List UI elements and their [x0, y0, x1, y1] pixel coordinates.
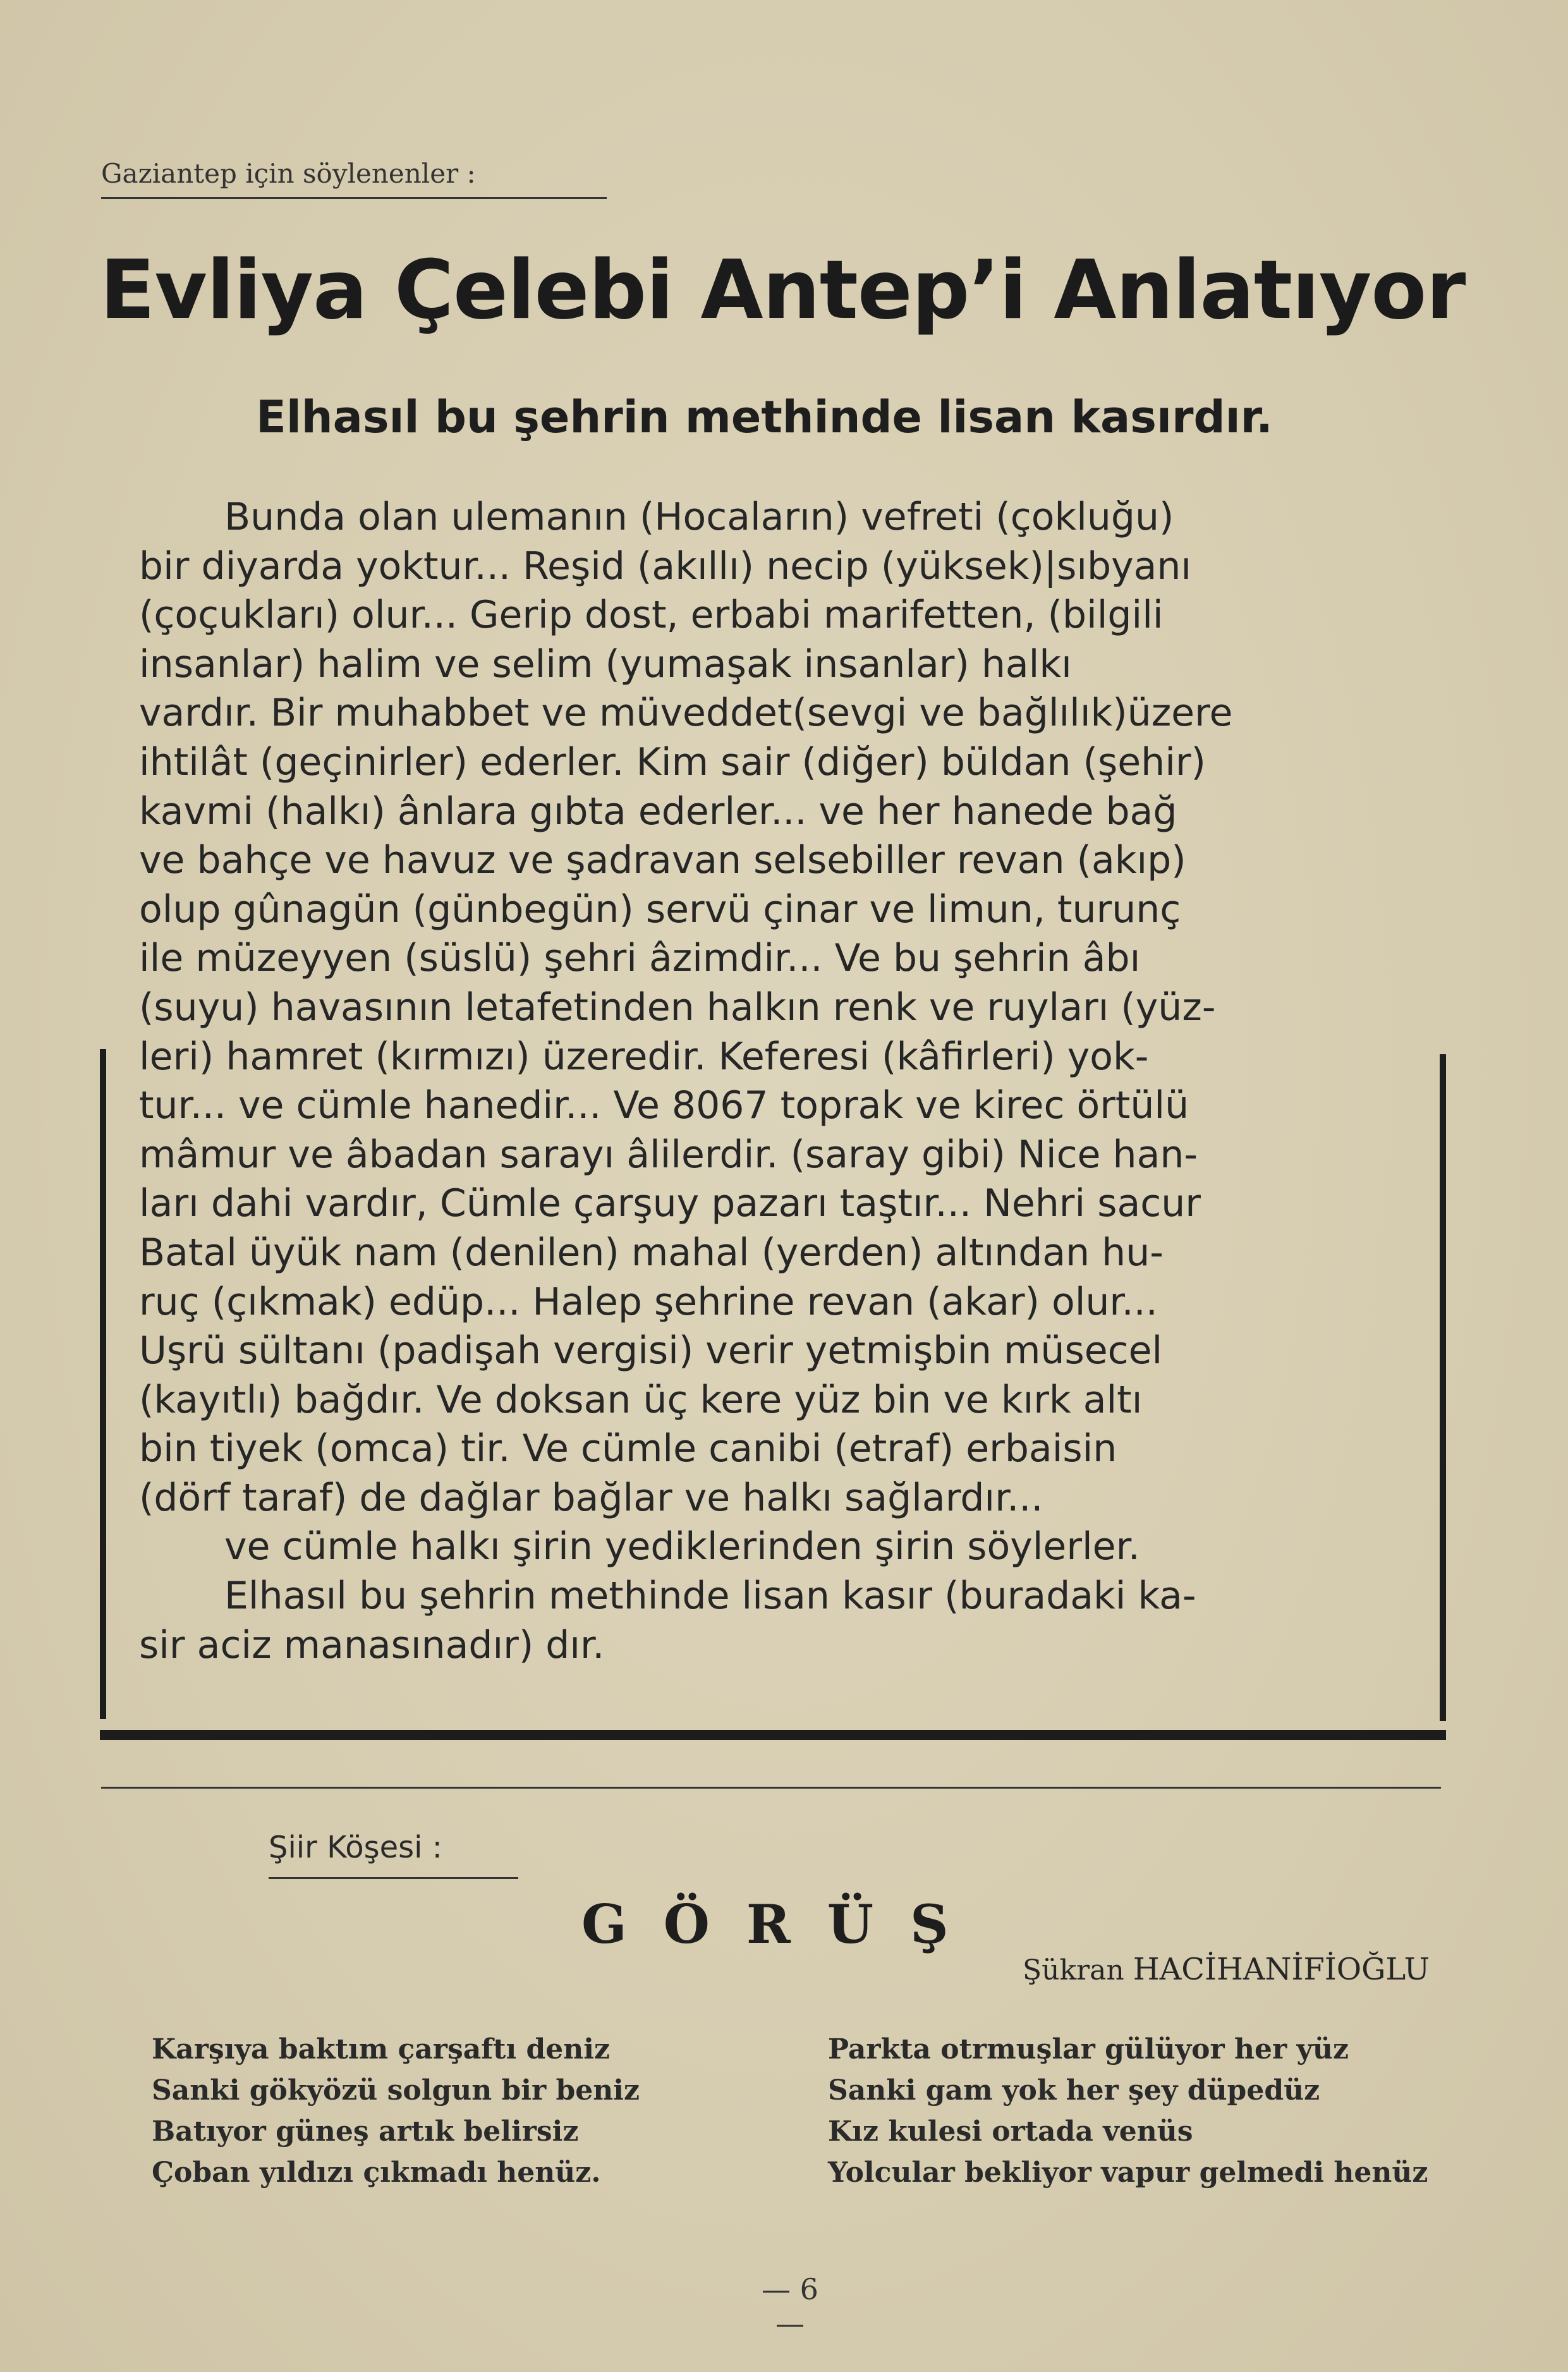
poem-line: Çoban yıldızı çıkmadı henüz.	[152, 2156, 601, 2189]
page-number: — 6 —	[762, 2272, 818, 2340]
poem-author-surname: HACİHANİFİOĞLU	[1133, 1952, 1430, 1987]
article-line: ve bahçe ve havuz ve şadravan selsebiller revan (akıp)	[139, 838, 1186, 883]
article-line: vardır. Bir muhabbet ve müveddet(sevgi ve bağlılık)üzere	[139, 691, 1233, 736]
poem-stanza-right	[828, 2029, 1428, 2193]
article-line: sir aciz manasınadır) dır.	[139, 1622, 605, 1667]
article-subtitle: Elhasıl bu şehrin methinde lisan kasırdır.	[256, 391, 1273, 443]
article-line: (kayıtlı) bağdır. Ve doksan üç kere yüz bin ve kırk altı	[139, 1377, 1143, 1422]
poem-section-header: Şiir Köşesi :	[269, 1830, 442, 1865]
poem-line: Sanki gökyözü solgun bir beniz	[152, 2074, 640, 2107]
article-line: mâmur ve âbadan sarayı âlilerdir. (saray gibi) Nice han-	[139, 1132, 1198, 1177]
article-line: Bunda olan ulemanın (Hocaların) vefreti (çokluğu)	[224, 495, 1174, 539]
article-line: ihtilât (geçinirler) ederler. Kim sair (diğer) büldan (şehir)	[139, 739, 1206, 784]
article-line: bir diyarda yoktur... Reşid (akıllı) necip (yüksek)|sıbyanı	[139, 544, 1192, 588]
article-line: (dörf taraf) de dağlar bağlar ve halkı sağlardır...	[139, 1475, 1043, 1520]
article-line: insanlar) halim ve selim (yumaşak insanlar) halkı	[139, 642, 1072, 686]
frame-left-rule	[100, 1049, 106, 1719]
frame-bottom-rule	[100, 1730, 1446, 1740]
article-line: ve cümle halkı şirin yediklerinden şirin söylerler.	[224, 1524, 1140, 1569]
article-line: tur... ve cümle hanedir... Ve 8067 toprak ve kirec örtülü	[139, 1083, 1189, 1128]
article-line: Elhasıl bu şehrin methinde lisan kasır (buradaki ka-	[224, 1574, 1196, 1619]
section-header-underline	[101, 197, 607, 199]
article-title: Evliya Çelebi Antep’i Anlatıyor	[100, 243, 1466, 338]
poem-title: GÖRÜŞ	[581, 1893, 985, 1955]
poem-line: Batıyor güneş artık belirsiz	[152, 2115, 579, 2148]
article-body	[139, 493, 1409, 1670]
article-line: Uşrü sültanı (padişah vergisi) verir yetmişbin müsecel	[139, 1329, 1163, 1373]
article-line: leri) hamret (kırmızı) üzeredir. Keferesi (kâfirleri) yok-	[139, 1034, 1149, 1079]
article-line: Batal üyük nam (denilen) mahal (yerden) altından hu-	[139, 1230, 1164, 1275]
article-line: kavmi (halkı) ânlara gıbta ederler... ve her hanede bağ	[139, 789, 1177, 834]
poem-line: Parkta otrmuşlar gülüyor her yüz	[828, 2033, 1349, 2065]
article-line: (suyu) havasının letafetinden halkın renk ve ruyları (yüz-	[139, 985, 1216, 1030]
frame-right-rule	[1440, 1054, 1446, 1721]
poem-line: Yolcular bekliyor vapur gelmedi henüz	[828, 2156, 1428, 2189]
poem-author-first-name: Şükran	[1023, 1954, 1124, 1986]
poem-line: Karşıya baktım çarşaftı deniz	[152, 2033, 610, 2065]
article-line: bin tiyek (omca) tir. Ve cümle canibi (etraf) erbaisin	[139, 1426, 1117, 1471]
poem-stanza-left	[152, 2029, 640, 2193]
poem-line: Kız kulesi ortada venüs	[828, 2115, 1193, 2148]
section-separator	[101, 1787, 1441, 1789]
poem-section-underline	[269, 1877, 518, 1879]
poem-line: Sanki gam yok her şey düpedüz	[828, 2074, 1320, 2107]
article-line: (çoçukları) olur... Gerip dost, erbabi marifetten, (bilgili	[139, 593, 1164, 638]
poem-author	[1023, 1952, 1430, 1987]
article-line: ile müzeyyen (süslü) şehri âzimdir... Ve bu şehrin âbı	[139, 936, 1141, 981]
article-line: ları dahi vardır, Cümle çarşuy pazarı taştır... Nehri sacur	[139, 1181, 1201, 1226]
article-line: ruç (çıkmak) edüp... Halep şehrine revan (akar) olur...	[139, 1279, 1158, 1324]
article-line: olup gûnagün (günbegün) servü çinar ve limun, turunç	[139, 887, 1181, 932]
section-header: Gaziantep için söylenenler :	[101, 158, 476, 189]
